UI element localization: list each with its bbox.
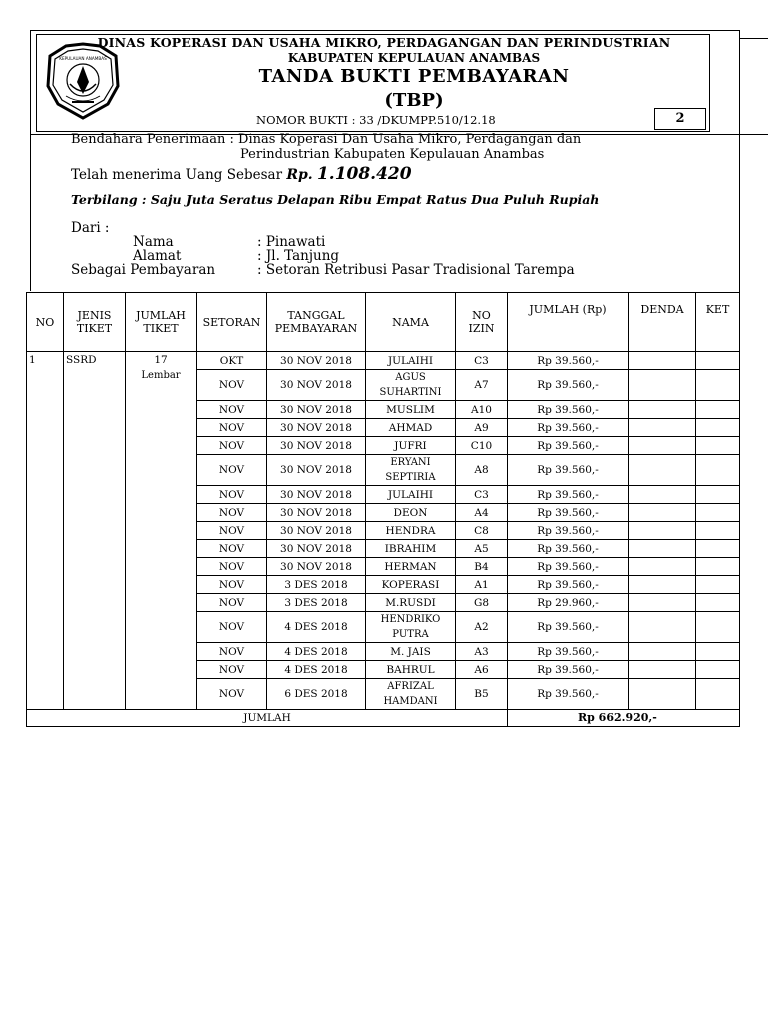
cell-izin: C3 bbox=[456, 486, 508, 504]
received-label: Telah menerima Uang Sebesar bbox=[71, 167, 283, 183]
received-amount: 1.108.420 bbox=[316, 164, 412, 184]
alamat-value: : Jl. Tanjung bbox=[257, 248, 340, 264]
cell-tanggal: 30 NOV 2018 bbox=[267, 540, 366, 558]
cell-ket bbox=[696, 594, 740, 612]
cell-tanggal: 30 NOV 2018 bbox=[267, 437, 366, 455]
cell-tanggal: 4 DES 2018 bbox=[267, 612, 366, 643]
cell-izin: G8 bbox=[456, 594, 508, 612]
cell-jumlah: Rp 29.960,- bbox=[508, 594, 629, 612]
cell-ket bbox=[696, 486, 740, 504]
nama-line-1: ERYANI bbox=[390, 457, 431, 468]
nama-line-1: AFRIZAL bbox=[387, 681, 434, 692]
cell-jumlah: Rp 39.560,- bbox=[508, 612, 629, 643]
cell-nama: AHMAD bbox=[366, 419, 456, 437]
cell-jumlah-tiket bbox=[126, 352, 197, 710]
cell-ket bbox=[696, 455, 740, 486]
cell-izin: A3 bbox=[456, 643, 508, 661]
cell-denda bbox=[629, 352, 696, 370]
cell-jenis: SSRD bbox=[64, 352, 126, 710]
cell-nama: M.RUSDI bbox=[366, 594, 456, 612]
cell-setoran: NOV bbox=[197, 576, 267, 594]
cell-izin: C10 bbox=[456, 437, 508, 455]
total-value: Rp 662.920,- bbox=[508, 710, 740, 727]
cell-ket bbox=[696, 522, 740, 540]
cell-setoran: NOV bbox=[197, 370, 267, 401]
cell-tanggal: 3 DES 2018 bbox=[267, 576, 366, 594]
cell-nama bbox=[366, 679, 456, 710]
cell-nama: M. JAIS bbox=[366, 643, 456, 661]
col-izin: NO IZIN bbox=[456, 293, 508, 352]
cell-jumlah: Rp 39.560,- bbox=[508, 643, 629, 661]
cell-izin: A4 bbox=[456, 504, 508, 522]
cell-setoran: NOV bbox=[197, 522, 267, 540]
cell-izin: C3 bbox=[456, 352, 508, 370]
agency-name: DINAS KOPERASI DAN USAHA MIKRO, PERDAGANGAN DAN PERINDUSTRIAN bbox=[97, 35, 671, 50]
cell-setoran: NOV bbox=[197, 558, 267, 576]
cell-denda bbox=[629, 437, 696, 455]
nama-line-2: HAMDANI bbox=[383, 696, 438, 707]
pembayaran-label: Sebagai Pembayaran bbox=[71, 262, 216, 278]
cell-ket bbox=[696, 352, 740, 370]
cell-denda bbox=[629, 576, 696, 594]
cell-jumlah: Rp 39.560,- bbox=[508, 437, 629, 455]
page-number-box: 2 bbox=[654, 108, 706, 130]
cell-jumlah: Rp 39.560,- bbox=[508, 419, 629, 437]
cell-setoran: NOV bbox=[197, 455, 267, 486]
cell-denda bbox=[629, 370, 696, 401]
cell-nama: HENDRA bbox=[366, 522, 456, 540]
cell-ket bbox=[696, 540, 740, 558]
cell-jumlah: Rp 39.560,- bbox=[508, 486, 629, 504]
nama-line-1: AGUS bbox=[395, 372, 426, 383]
cell-nama: KOPERASI bbox=[366, 576, 456, 594]
cell-izin: A1 bbox=[456, 576, 508, 594]
cell-nama: IBRAHIM bbox=[366, 540, 456, 558]
cell-denda bbox=[629, 504, 696, 522]
col-setoran: SETORAN bbox=[197, 293, 267, 352]
cell-ket bbox=[696, 576, 740, 594]
cell-jumlah: Rp 39.560,- bbox=[508, 540, 629, 558]
cell-setoran: NOV bbox=[197, 540, 267, 558]
cell-nama: JULAIHI bbox=[366, 352, 456, 370]
cell-setoran: OKT bbox=[197, 352, 267, 370]
cell-izin: C8 bbox=[456, 522, 508, 540]
cell-ket bbox=[696, 612, 740, 643]
document-abbr: (TBP) bbox=[384, 90, 444, 111]
dari-label: Dari : bbox=[71, 220, 110, 236]
cell-tanggal: 30 NOV 2018 bbox=[267, 401, 366, 419]
cell-tanggal: 30 NOV 2018 bbox=[267, 558, 366, 576]
payment-table bbox=[26, 292, 740, 727]
cell-tanggal: 6 DES 2018 bbox=[267, 679, 366, 710]
nama-line-1: HENDRIKO bbox=[380, 614, 441, 625]
col-no: NO bbox=[27, 293, 64, 352]
col-jumlah-rp: JUMLAH (Rp) bbox=[508, 293, 629, 352]
cell-setoran: NOV bbox=[197, 612, 267, 643]
cell-ket bbox=[696, 558, 740, 576]
cell-denda bbox=[629, 455, 696, 486]
cell-nama bbox=[366, 455, 456, 486]
jumlah-tiket-count: 17 bbox=[154, 354, 168, 366]
cell-jumlah: Rp 39.560,- bbox=[508, 401, 629, 419]
amount-in-words: Terbilang : Saju Juta Seratus Delapan Ribu Empat Ratus Dua Puluh Rupiah bbox=[71, 192, 600, 207]
cell-tanggal: 30 NOV 2018 bbox=[267, 486, 366, 504]
cell-setoran: NOV bbox=[197, 419, 267, 437]
bendahara-line-1: Bendahara Penerimaan : Dinas Koperasi Dan Usaha Mikro, Perdagangan dan bbox=[71, 132, 582, 147]
nama-label: Nama bbox=[133, 234, 174, 250]
cell-ket bbox=[696, 643, 740, 661]
cell-izin: B5 bbox=[456, 679, 508, 710]
document-title: TANDA BUKTI PEMBAYARAN bbox=[258, 66, 570, 87]
receipt-number: NOMOR BUKTI : 33 /DKUMPP.510/12.18 bbox=[256, 113, 496, 127]
cell-izin: A7 bbox=[456, 370, 508, 401]
cell-jumlah: Rp 39.560,- bbox=[508, 558, 629, 576]
cell-denda bbox=[629, 612, 696, 643]
cell-denda bbox=[629, 643, 696, 661]
cell-setoran: NOV bbox=[197, 504, 267, 522]
cell-denda bbox=[629, 661, 696, 679]
col-ket: KET bbox=[696, 293, 740, 352]
total-label: JUMLAH bbox=[27, 710, 508, 727]
pembayaran-value: : Setoran Retribusi Pasar Tradisional Tarempa bbox=[257, 262, 575, 278]
received-currency: Rp. bbox=[286, 167, 313, 183]
cell-setoran: NOV bbox=[197, 486, 267, 504]
cell-tanggal: 30 NOV 2018 bbox=[267, 455, 366, 486]
cell-izin: A8 bbox=[456, 455, 508, 486]
cell-izin: A9 bbox=[456, 419, 508, 437]
cell-denda bbox=[629, 558, 696, 576]
frame-right-edge bbox=[739, 132, 740, 292]
cell-denda bbox=[629, 594, 696, 612]
cell-jumlah: Rp 39.560,- bbox=[508, 522, 629, 540]
cell-setoran: NOV bbox=[197, 643, 267, 661]
cell-izin: A10 bbox=[456, 401, 508, 419]
cell-jumlah: Rp 39.560,- bbox=[508, 370, 629, 401]
cell-setoran: NOV bbox=[197, 437, 267, 455]
cell-jumlah: Rp 39.560,- bbox=[508, 679, 629, 710]
table-body bbox=[27, 352, 740, 727]
cell-setoran: NOV bbox=[197, 401, 267, 419]
cell-tanggal: 30 NOV 2018 bbox=[267, 370, 366, 401]
cell-no: 1 bbox=[27, 352, 64, 710]
cell-tanggal: 4 DES 2018 bbox=[267, 661, 366, 679]
cell-izin: A6 bbox=[456, 661, 508, 679]
col-nama: NAMA bbox=[366, 293, 456, 352]
received-amount-line bbox=[71, 164, 412, 184]
nama-value: : Pinawati bbox=[257, 234, 326, 250]
cell-denda bbox=[629, 540, 696, 558]
cell-denda bbox=[629, 679, 696, 710]
cell-ket bbox=[696, 679, 740, 710]
region-name: KABUPATEN KEPULAUAN ANAMBAS bbox=[287, 51, 541, 65]
cell-jumlah: Rp 39.560,- bbox=[508, 352, 629, 370]
cell-setoran: NOV bbox=[197, 679, 267, 710]
total-row bbox=[27, 710, 740, 727]
cell-izin: A2 bbox=[456, 612, 508, 643]
cell-ket bbox=[696, 661, 740, 679]
cell-tanggal: 30 NOV 2018 bbox=[267, 504, 366, 522]
table-row bbox=[27, 352, 740, 370]
cell-nama: JUFRI bbox=[366, 437, 456, 455]
nama-line-2: SEPTIRIA bbox=[385, 472, 436, 483]
cell-jumlah: Rp 39.560,- bbox=[508, 504, 629, 522]
cell-ket bbox=[696, 504, 740, 522]
cell-jumlah: Rp 39.560,- bbox=[508, 455, 629, 486]
cell-nama: JULAIHI bbox=[366, 486, 456, 504]
cell-denda bbox=[629, 419, 696, 437]
cell-denda bbox=[629, 401, 696, 419]
cell-nama bbox=[366, 612, 456, 643]
col-tanggal: TANGGAL PEMBAYARAN bbox=[267, 293, 366, 352]
cell-nama: BAHRUL bbox=[366, 661, 456, 679]
cell-setoran: NOV bbox=[197, 661, 267, 679]
alamat-label: Alamat bbox=[133, 248, 182, 264]
bendahara-line-2: Perindustrian Kabupaten Kepulauan Anambas bbox=[240, 147, 545, 162]
cell-ket bbox=[696, 401, 740, 419]
cell-denda bbox=[629, 486, 696, 504]
cell-setoran: NOV bbox=[197, 594, 267, 612]
cell-tanggal: 3 DES 2018 bbox=[267, 594, 366, 612]
cell-nama: DEON bbox=[366, 504, 456, 522]
cell-tanggal: 4 DES 2018 bbox=[267, 643, 366, 661]
cell-nama: HERMAN bbox=[366, 558, 456, 576]
col-jenis-tiket: JENIS TIKET bbox=[64, 293, 126, 352]
cell-nama: MUSLIM bbox=[366, 401, 456, 419]
cell-nama bbox=[366, 370, 456, 401]
cell-ket bbox=[696, 419, 740, 437]
col-denda: DENDA bbox=[629, 293, 696, 352]
emblem-text: KEPULAUAN ANAMBAS bbox=[59, 56, 107, 61]
cell-izin: A5 bbox=[456, 540, 508, 558]
cell-tanggal: 30 NOV 2018 bbox=[267, 522, 366, 540]
cell-tanggal: 30 NOV 2018 bbox=[267, 419, 366, 437]
cell-izin: B4 bbox=[456, 558, 508, 576]
nama-line-2: SUHARTINI bbox=[379, 387, 442, 398]
cell-denda bbox=[629, 522, 696, 540]
cell-jumlah: Rp 39.560,- bbox=[508, 661, 629, 679]
table-header-row bbox=[27, 293, 740, 352]
jumlah-tiket-unit: Lembar bbox=[141, 370, 181, 381]
col-jumlah-tiket: JUMLAH TIKET bbox=[126, 293, 197, 352]
cell-ket bbox=[696, 437, 740, 455]
cell-jumlah: Rp 39.560,- bbox=[508, 576, 629, 594]
nama-line-2: PUTRA bbox=[392, 629, 429, 640]
cell-tanggal: 30 NOV 2018 bbox=[267, 352, 366, 370]
cell-ket bbox=[696, 370, 740, 401]
